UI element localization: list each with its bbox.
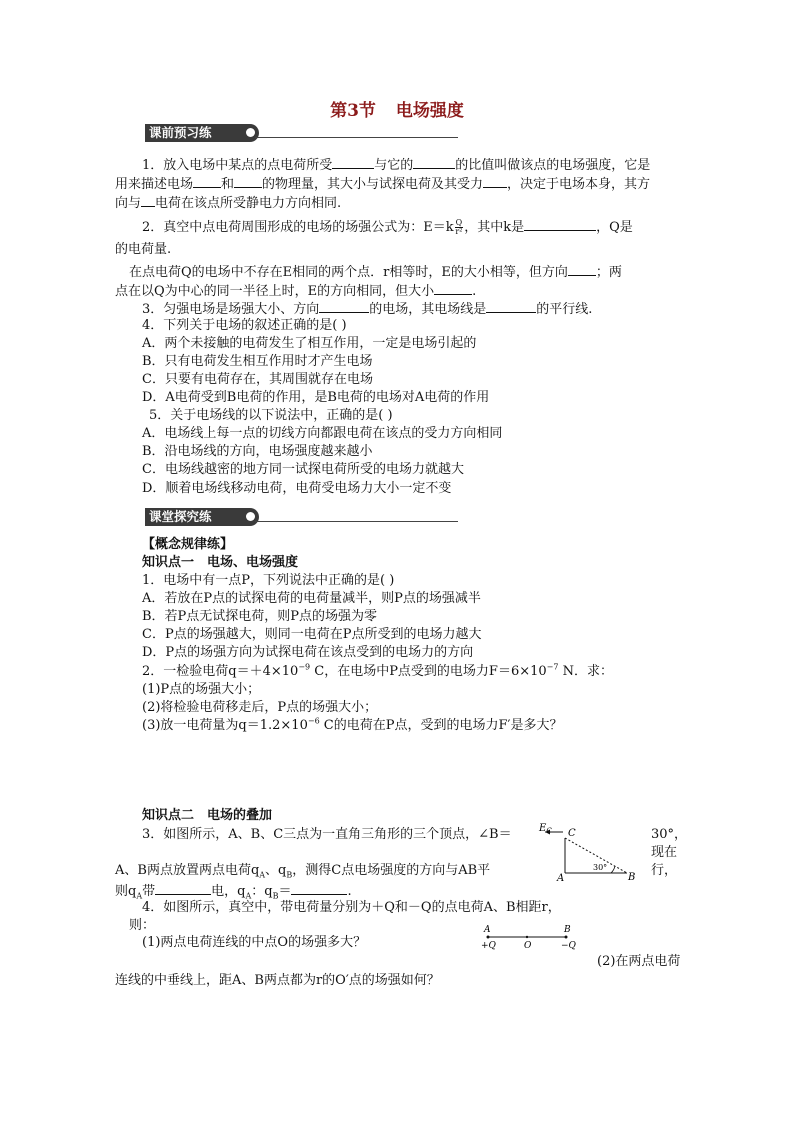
label-plus-q: +Q bbox=[481, 941, 496, 951]
explore-q3-line2: A、B两点放置两点电荷$q_A$、$q_B$，测得C点电场强度的方向与AB平 bbox=[115, 863, 491, 880]
banner-preview bbox=[145, 124, 458, 142]
explore-q3-now: 现在 bbox=[651, 845, 678, 860]
explore-q2-part1: (1)P点的场强大小； bbox=[142, 682, 261, 697]
explore-q4-part2-end: 连线的中垂线上，距A、B两点都为r的O′点的场强如何？ bbox=[115, 973, 440, 988]
pre-q1-line1: 1．放入电场中某点的点电荷所受 与它的 的比值叫做该点的电场强度，它是 bbox=[142, 158, 651, 173]
bullet-icon bbox=[246, 128, 255, 137]
label-c: C bbox=[568, 828, 576, 839]
page-title bbox=[0, 96, 794, 121]
explore-q3-angle: 30°， bbox=[651, 827, 688, 842]
bullet-icon bbox=[246, 512, 255, 521]
explore-q4-part2-start: (2)在两点电荷 bbox=[597, 954, 681, 969]
section-name: 电场强度 bbox=[395, 101, 464, 121]
label-angle: 30° bbox=[593, 863, 608, 872]
pre-q4-option: C．只要有电荷存在，其周围就存在电场 bbox=[142, 372, 373, 387]
pre-q2-line1: 2．真空中点电荷周围形成的电场的场强公式为：E＝k $\frac{Q}{\text{r²}}$ ，其中k是 ，Q是 bbox=[142, 218, 633, 236]
angle-arc bbox=[611, 866, 615, 873]
explore-q2: 2．一检验电荷$q=+4\times 10^{-9}$ C，在电场中P点受到的电场力$F=6\times 10^{-7}$ N．求： bbox=[142, 662, 613, 679]
explore-q1-option: B．若P点无试探电荷，则P点的场强为零 bbox=[142, 609, 378, 624]
label-ec: $E_C$ bbox=[539, 823, 552, 835]
pre-q2-line3: 在点电荷Q的电场中不存在E相同的两个点．r相等时，E的大小相等，但方向 ；两 bbox=[129, 265, 622, 280]
explore-q3-row: 行， bbox=[651, 863, 678, 878]
pre-q1-line2: 用来描述电场 和 的物理量，其大小与试探电荷及其受力 ，决定于电场本身，其方 bbox=[115, 177, 651, 192]
pre-q2-line2: 的电荷量. bbox=[115, 242, 172, 257]
explore-q1: 1．电场中有一点P，下列说法中正确的是( ) bbox=[142, 573, 395, 588]
pre-q5-option: A．电场线上每一点的切线方向都跟电荷在该点的受力方向相同 bbox=[142, 426, 503, 441]
label-a: A bbox=[484, 925, 491, 935]
formula-fraction: $\frac{Q}{\text{r²}}$ bbox=[455, 218, 463, 236]
pre-q5: 5．关于电场线的以下说法中，正确的是( ) bbox=[149, 408, 393, 423]
pre-q5-option: C．电场线越密的地方同一试探电荷所受的电场力就越大 bbox=[142, 462, 464, 477]
charge-b-dot bbox=[565, 936, 568, 939]
explore-q4-line1: 4．如图所示，真空中，带电荷量分别为＋Q和－Q的点电荷A、B相距r， bbox=[142, 900, 561, 915]
label-a: A bbox=[557, 873, 565, 882]
label-o: O bbox=[524, 941, 532, 951]
pre-q1-line3: 向与 电荷在该点所受静电力方向相同. bbox=[115, 196, 342, 211]
pre-q4-option: D．A电荷受到B电荷的作用，是B电荷的电场对A电荷的作用 bbox=[142, 390, 490, 405]
midpoint-dot bbox=[526, 936, 528, 938]
banner-label: 课堂探究练 bbox=[145, 508, 259, 526]
label-minus-q: −Q bbox=[561, 941, 576, 951]
triangle-figure bbox=[535, 820, 645, 882]
explore-q4-part1: (1)两点电荷连线的中点O的场强多大？ bbox=[142, 935, 367, 950]
divider bbox=[255, 521, 458, 522]
label-b: B bbox=[564, 925, 571, 935]
charges-figure bbox=[478, 923, 578, 951]
section-number: 第3节 bbox=[330, 101, 376, 121]
pre-q2-line4: 点在以Q为中心的同一半径上时，E的方向相同，但大小 . bbox=[115, 284, 477, 299]
pre-q4-option: B．只有电荷发生相互作用时才产生电场 bbox=[142, 354, 373, 369]
explore-q2-part3: (3)放一电荷量为$q=1.2\times 10^{-6}$ C的电荷在P点，受到的电场力F′是多大？ bbox=[142, 716, 563, 733]
pre-q3: 3．匀强电场是场强大小、方向 的电场，其电场线是 的平行线. bbox=[142, 302, 593, 317]
concept-heading: 【概念规律练】 bbox=[142, 537, 234, 552]
explore-q1-option: C．P点的场强越大，则同一电荷在P点所受到的电场力越大 bbox=[142, 627, 482, 642]
explore-q2-part2: (2)将检验电荷移走后，P点的场强大小； bbox=[142, 700, 378, 715]
banner-label: 课前预习练 bbox=[145, 124, 259, 142]
pre-q4: 4．下列关于电场的叙述正确的是( ) bbox=[142, 318, 347, 333]
divider bbox=[255, 137, 458, 138]
charge-a-dot bbox=[487, 936, 490, 939]
pre-q4-option: A．两个未接触的电荷发生了相互作用，一定是电场引起的 bbox=[142, 336, 477, 351]
pre-q5-option: D．顺着电场线移动电荷，电荷受电场力大小一定不变 bbox=[142, 481, 452, 496]
explore-q3-line3: 则$q_A$带 电，$q_A$：$q_B=$ . bbox=[115, 884, 352, 901]
label-b: B bbox=[628, 872, 636, 882]
banner-explore bbox=[145, 508, 458, 526]
knowledge-point-2: 知识点二 电场的叠加 bbox=[142, 808, 273, 823]
explore-q1-option: D．P点的场强方向为试探电荷在该点受到的电场力的方向 bbox=[142, 645, 474, 660]
explore-q4-line2: 则： bbox=[129, 918, 156, 933]
knowledge-point-1: 知识点一 电场、电场强度 bbox=[142, 555, 299, 570]
pre-q5-option: B．沿电场线的方向，电场强度越来越小 bbox=[142, 444, 373, 459]
explore-q3-line1: 3．如图所示，A、B、C三点为一直角三角形的三个顶点，∠B＝ bbox=[142, 827, 512, 842]
explore-q1-option: A．若放在P点的试探电荷的电荷量减半，则P点的场强减半 bbox=[142, 591, 481, 606]
